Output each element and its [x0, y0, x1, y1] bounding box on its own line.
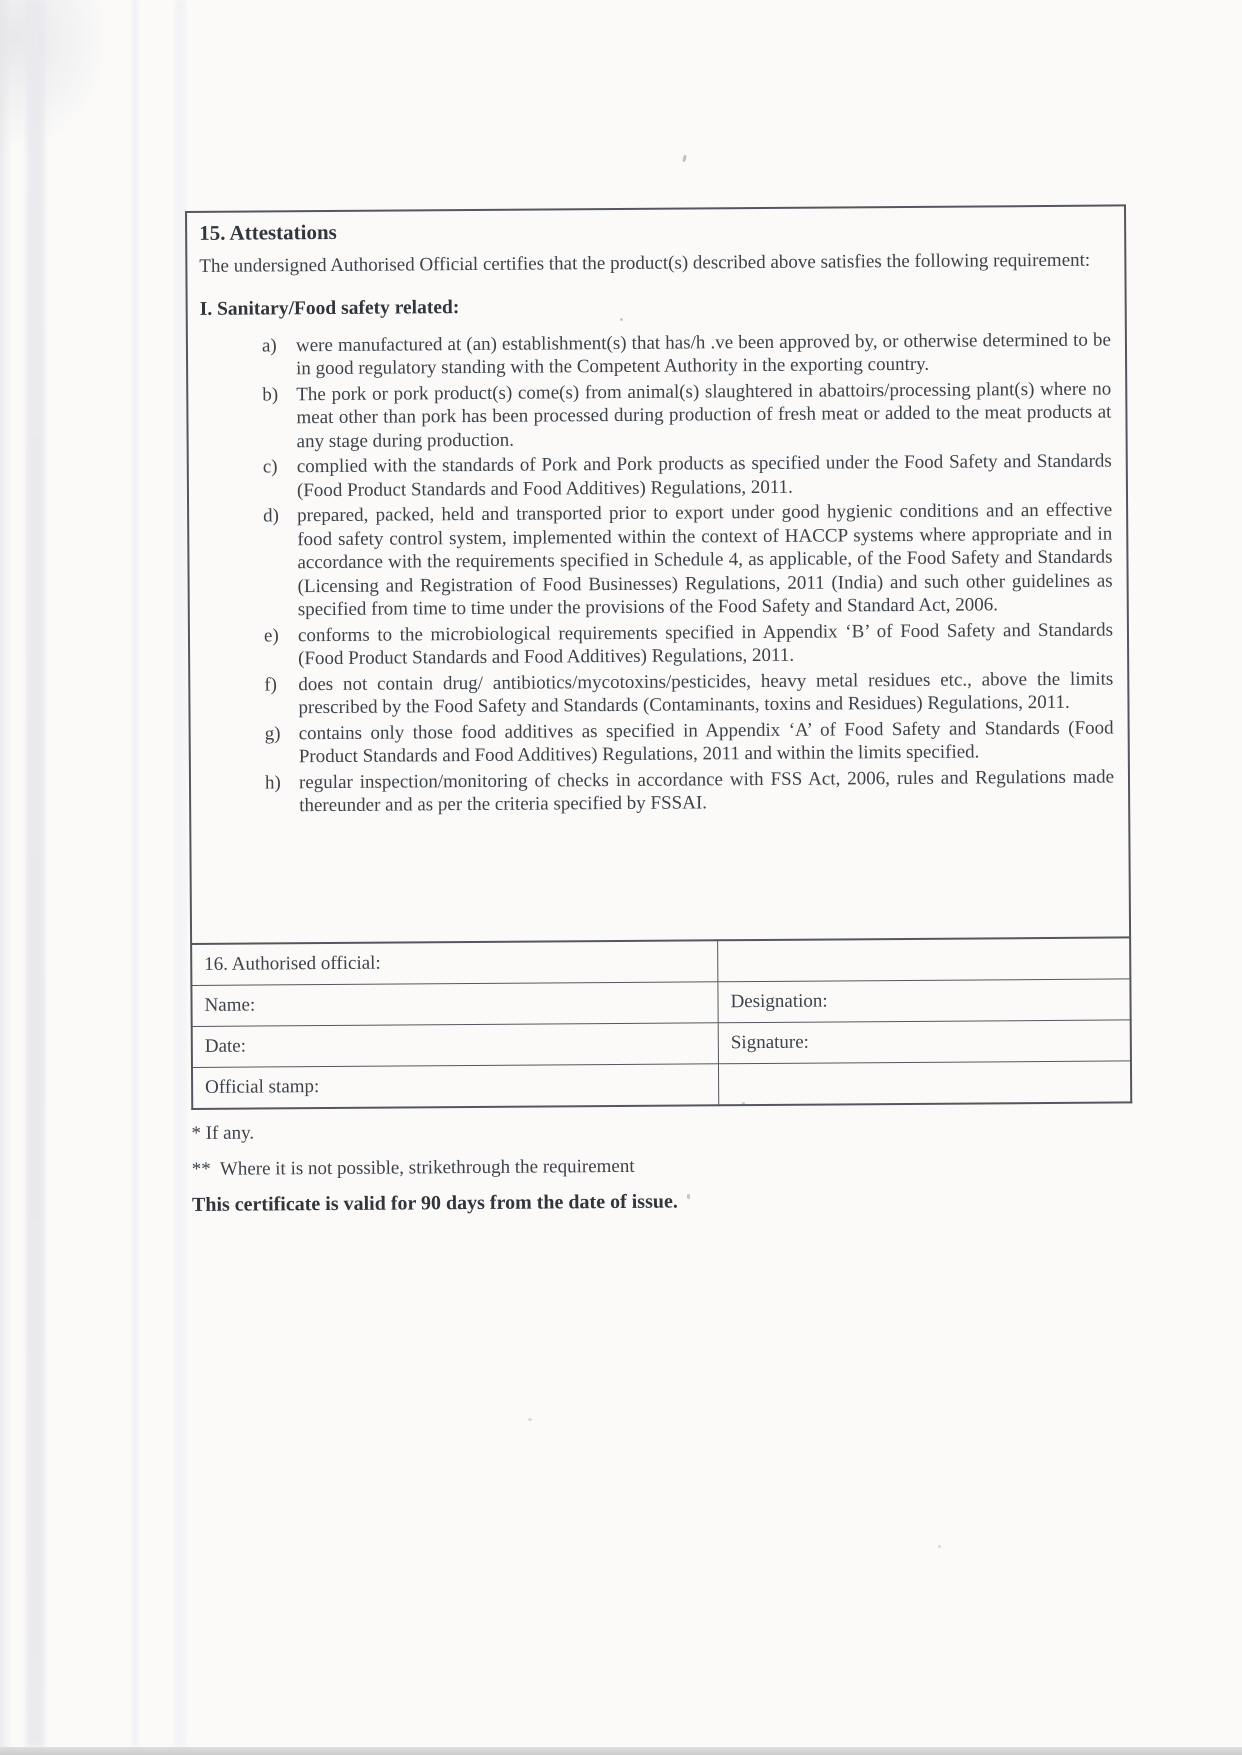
footnote-if-any: * If any. [191, 1122, 255, 1144]
certificate-content [185, 204, 1133, 1217]
attestation-item-f [264, 667, 1113, 720]
attestations-box [185, 204, 1131, 943]
signature-cell: Signature: [718, 1020, 1131, 1064]
attestation-intro-paragraph: The undersigned Authorised Official certifies that the product(s) described above satisfies the following requirement: [199, 249, 1091, 277]
item-text: contains only those food additives as specified in Appendix ‘A’ of Food Safety and Standards (Food Product Standards and Food Additives) Regulations, 2011 and within the limits specified. [298, 717, 1114, 768]
item-letter: e) [263, 624, 279, 646]
empty-cell [718, 937, 1131, 981]
scan-stripe-artifact [175, 0, 186, 1747]
attestation-item-a [262, 328, 1111, 381]
attestation-item-h [265, 765, 1114, 818]
table-row [191, 979, 1130, 1027]
attestation-item-e [264, 618, 1113, 671]
footnote-strikethrough: ** Where it is not possible, strikethrough the requirement [191, 1155, 635, 1180]
empty-cell [718, 1061, 1131, 1105]
item-letter: g) [264, 722, 281, 744]
designation-cell: Designation: [718, 979, 1131, 1023]
item-letter: b) [262, 383, 279, 405]
scan-stripe-artifact [132, 0, 138, 1747]
scan-speck [682, 155, 687, 163]
table-row [192, 1061, 1131, 1109]
item-letter: a) [261, 334, 277, 356]
attestation-item-g [265, 716, 1114, 769]
name-cell: Name: [191, 982, 718, 1027]
attestation-item-d [263, 499, 1113, 622]
attestation-list [200, 328, 1114, 818]
item-text: were manufactured at (an) establishment(s) that has/h .ve been approved by, or otherwise determined to be in good regulatory standing with the Competent Authority in the exporting country. [295, 329, 1111, 380]
certificate-validity-statement: This certificate is valid for 90 days from the date of issue. [191, 1190, 678, 1216]
scan-corner-blotch [0, 0, 110, 150]
item-text: The pork or pork product(s) come(s) from animal(s) slaughtered in abattoirs/processing plant(s) where no meat other than pork has been processed during production of fresh meat or added to the meat products at any stage during production. [296, 378, 1112, 452]
item-letter: f) [264, 673, 278, 695]
attestations-heading: 15. Attestations [199, 219, 337, 245]
scan-speck [938, 1545, 941, 1548]
scan-bottom-edge-bar [0, 1747, 1242, 1755]
item-text: does not contain drug/ antibiotics/mycotoxins/pesticides, heavy metal residues etc., above the limits prescribed by the Food Safety and Standards (Contaminants, toxins and Residues) Regulations, 2011. [298, 668, 1114, 719]
attestation-item-b [262, 377, 1111, 453]
item-letter: h) [264, 771, 281, 793]
item-text: prepared, packed, held and transported prior to export under good hygienic conditions and an effective food safety control system, implemented within the context of HACCP systems where appropriate and in accordance with the requirements specified in Schedule 4, as applicable, of the Food Safety and Standards (Licensing and Registration of Food Businesses) Regulations, 2011 (India) and such other guidelines as specified from time to time under the provisions of the Food Safety and Standard Act, 2006. [297, 499, 1113, 621]
scan-stripe-artifact [26, 0, 45, 1747]
authorised-official-table [190, 936, 1132, 1110]
authorised-official-cell: 16. Authorised official: [191, 940, 718, 985]
scan-left-edge-shadow [0, 0, 12, 1755]
sanitary-section-title: I. Sanitary/Food safety related: [199, 296, 460, 320]
scan-speck [528, 1418, 532, 1421]
item-text: complied with the standards of Pork and Pork products as specified under the Food Safety and Standards (Food Product Standards and Food Additives) Regulations, 2011. [296, 450, 1112, 501]
item-text: conforms to the microbiological requirements specified in Appendix ‘B’ of Food Safety and Standards (Food Product Standards and Food Additives) Regulations, 2011. [297, 619, 1114, 670]
item-text: regular inspection/monitoring of checks in accordance with FSS Act, 2006, rules and Regulations made thereunder and as per the criteria specified by FSSAI. [298, 766, 1115, 817]
date-cell: Date: [192, 1023, 719, 1068]
item-letter: d) [263, 505, 280, 527]
table-row [191, 937, 1130, 985]
attestation-item-c [263, 450, 1112, 503]
table-row [192, 1020, 1131, 1068]
item-letter: c) [262, 456, 278, 478]
official-stamp-cell: Official stamp: [192, 1064, 719, 1109]
